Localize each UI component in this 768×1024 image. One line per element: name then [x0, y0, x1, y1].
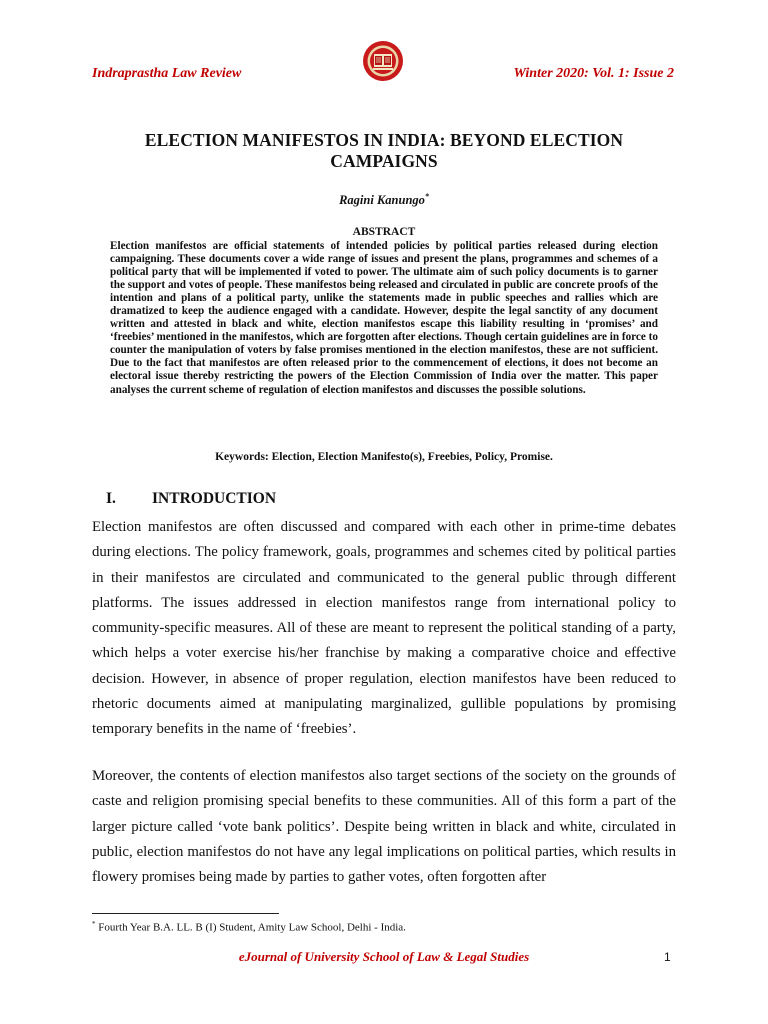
abstract-heading: ABSTRACT — [352, 226, 416, 238]
abstract-body: Election manifestos are official statements of intended policies by political parties released during election campaigning. These documents cover a wide range of issues and present the plans, programmes and schemes of a political party that will be implemented if voted to power. The ultimate aim of such policy documents is to garner the support and votes of people. These manifestos being released and circulated in public are concrete proofs of the intention and plans of a political party, unlike the statements made in public speeches and rallies which are dramatized to keep the audience engaged with a candidate. However, despite the legal sanctity of any document written and attested in black and white, election manifestos escape this liability resulting in ‘promises’ and ‘freebies’ mentioned in the manifestos, which are forgotten after elections. Though certain guidelines are in force to counter the manipulation of voters by false promises mentioned in the election manifestos, these are not sufficient. Due to the fact that manifestos are often released prior to the commencement of elections, it does not become an electoral issue thereby restricting the powers of the Election Commission of India over the matter. This paper analyses the current scheme of regulation of election manifestos and discusses the possible solutions. — [110, 240, 658, 396]
title-line-1: ELECTION MANIFESTOS IN INDIA: BEYOND ELECTION — [144, 130, 624, 150]
university-seal-logo — [362, 40, 404, 82]
section-title: INTRODUCTION — [152, 490, 277, 507]
introduction-paragraph-2: Moreover, the contents of election manifestos also target sections of the society on the grounds of caste and religion promising special benefits to these communities. All of this form a part of the larger picture called ‘vote bank politics’. Despite being written in black and white, circulated in public, election manifestos do not have any legal implications on political parties, which results in flowery promises being made by parties to gather votes, often forgotten after — [92, 768, 676, 886]
issue-header: Winter 2020: Vol. 1: Issue 2 — [513, 66, 674, 81]
author-footnote-mark[interactable]: * — [424, 192, 429, 201]
introduction-paragraph-1: Election manifestos are often discussed and compared with each other in prime-time debates during elections. The policy framework, goals, programmes and schemes cited by political parties in their manifestos are circulated and communicated to the general public through different platforms. The issues addressed in election manifestos range from international policy to community-specific measures. All of these are meant to represent the political standing of a party, which helps a voter exercise his/her franchise by making a comparative choice and effective decision. However, in absence of proper regulation, election manifestos have been reduced to rhetoric documents aimed at manipulating marginalized, gullible populations by promising temporary benefits in the name of ‘freebies’. — [92, 519, 676, 738]
footnote-divider — [92, 913, 279, 914]
footnote-text: Fourth Year B.A. LL. B (I) Student, Amity Law School, Delhi - India. — [95, 921, 406, 934]
section-number: I. — [106, 490, 116, 507]
keywords-line: Keywords: Election, Election Manifesto(s), Freebies, Policy, Promise. — [215, 451, 553, 463]
footnote-mark: * — [92, 920, 96, 928]
footnote — [92, 920, 406, 934]
footer-journal-name: eJournal of University School of Law & Legal Studies — [238, 949, 530, 964]
journal-name-header: Indraprastha Law Review — [92, 66, 242, 81]
author-line — [92, 192, 676, 208]
title-line-2: CAMPAIGNS — [330, 151, 438, 171]
article-title — [92, 130, 676, 172]
section-heading — [92, 490, 276, 508]
page-number: 1 — [664, 950, 671, 964]
author-name: Ragini Kanungo — [339, 193, 425, 208]
